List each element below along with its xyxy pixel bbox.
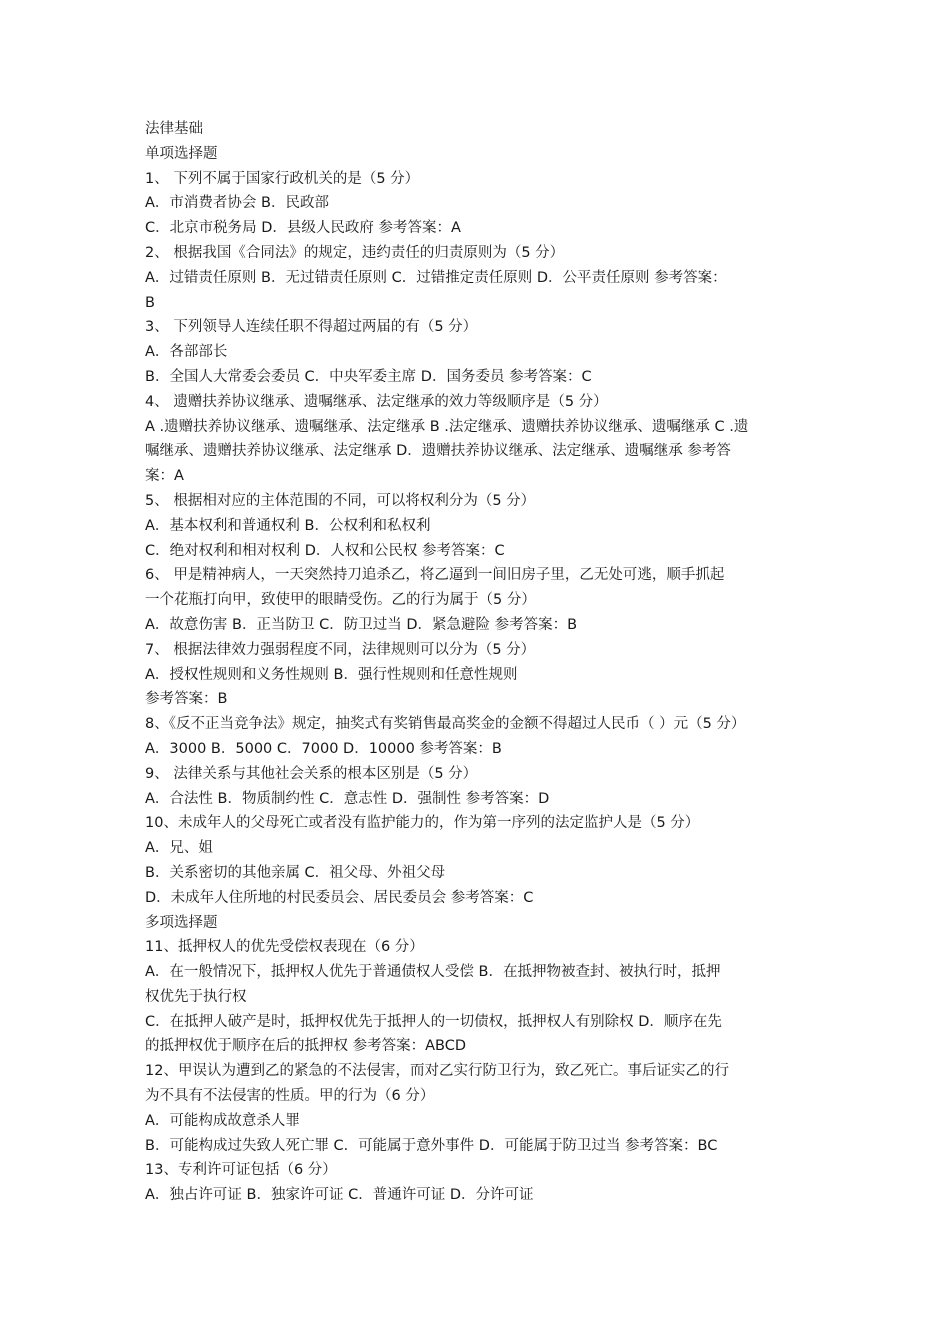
text-line: 5、 根据相对应的主体范围的不同，可以将权利分为（5 分） xyxy=(145,492,536,509)
text-line: B xyxy=(145,294,155,311)
text-line: A．授权性规则和义务性规则 B．强行性规则和任意性规则 xyxy=(145,666,518,683)
text-line: 4、 遗赠扶养协议继承、遗嘱继承、法定继承的效力等级顺序是（5 分） xyxy=(145,393,608,410)
text-line: A．各部部长 xyxy=(145,344,228,361)
text-line: 的抵押权优于顺序在后的抵押权 参考答案：ABCD xyxy=(145,1038,467,1055)
text-line: 1、 下列不属于国家行政机关的是（5 分） xyxy=(145,170,420,187)
text-line: C．绝对权利和相对权利 D．人权和公民权 参考答案：C xyxy=(145,542,505,559)
text-line: 参考答案：B xyxy=(145,691,228,708)
text-line: 一个花瓶打向甲，致使甲的眼睛受伤。乙的行为属于（5 分） xyxy=(145,592,536,609)
text-line: A．3000 B．5000 C．7000 D．10000 参考答案：B xyxy=(145,740,502,757)
text-line: 13、专利许可证包括（6 分） xyxy=(145,1162,337,1179)
text-line: B．可能构成过失致人死亡罪 C．可能属于意外事件 D．可能属于防卫过当 参考答案：BC xyxy=(145,1137,718,1154)
text-line: 12、甲误认为遭到乙的紧急的不法侵害，而对乙实行防卫行为，致乙死亡。事后证实乙的行 xyxy=(145,1063,729,1080)
text-line: A .遗赠扶养协议继承、遗嘱继承、法定继承 B .法定继承、遗赠扶养协议继承、遗嘱继承 C .遗 xyxy=(145,418,749,435)
text-line: B．关系密切的其他亲属 C．祖父母、外祖父母 xyxy=(145,864,446,881)
text-line: 8、《反不正当竞争法》规定，抽奖式有奖销售最高奖金的金额不得超过人民币（ ）元（5 分） xyxy=(145,716,746,733)
text-line: A．基本权利和普通权利 B．公权利和私权利 xyxy=(145,517,431,534)
text-line: 为不具有不法侵害的性质。甲的行为（6 分） xyxy=(145,1088,435,1105)
text-line: C．北京市税务局 D．县级人民政府 参考答案：A xyxy=(145,220,461,237)
text-line: A．故意伤害 B．正当防卫 C．防卫过当 D．紧急避险 参考答案：B xyxy=(145,616,578,633)
text-line: A．市消费者协会 B．民政部 xyxy=(145,195,329,212)
text-line: A．独占许可证 B．独家许可证 C．普通许可证 D．分许可证 xyxy=(145,1187,534,1204)
text-line: 10、未成年人的父母死亡或者没有监护能力的，作为第一序列的法定监护人是（5 分） xyxy=(145,815,700,832)
text-line: 2、 根据我国《合同法》的规定，违约责任的归责原则为（5 分） xyxy=(145,244,565,261)
text-line: 11、抵押权人的优先受偿权表现在（6 分） xyxy=(145,939,424,956)
text-line: 9、 法律关系与其他社会关系的根本区别是（5 分） xyxy=(145,765,478,782)
text-line: A．过错责任原则 B．无过错责任原则 C．过错推定责任原则 D．公平责任原则 参考答案： xyxy=(145,269,727,286)
text-line: 案：A xyxy=(145,468,184,485)
text-line: A．兄、姐 xyxy=(145,840,213,857)
text-line: 单项选择题 xyxy=(145,145,218,162)
text-line: B．全国人大常委会委员 C．中央军委主席 D．国务委员 参考答案：C xyxy=(145,368,592,385)
text-line: C．在抵押人破产是时，抵押权优先于抵押人的一切债权，抵押权人有别除权 D．顺序在先 xyxy=(145,1013,722,1030)
document-title: 法律基础 xyxy=(145,121,203,137)
text-line: 7、 根据法律效力强弱程度不同，法律规则可以分为（5 分） xyxy=(145,641,536,658)
text-line: D．未成年人住所地的村民委员会、居民委员会 参考答案：C xyxy=(145,889,534,906)
text-line: A．合法性 B．物质制约性 C．意志性 D．强制性 参考答案：D xyxy=(145,790,550,807)
text-line: A．在一般情况下，抵押权人优先于普通债权人受偿 B．在抵押物被查封、被执行时，抵押 xyxy=(145,964,721,981)
text-line: 3、 下列领导人连续任职不得超过两届的有（5 分） xyxy=(145,319,478,336)
text-line: 多项选择题 xyxy=(145,914,218,931)
text-line: 嘱继承、遗赠扶养协议继承、法定继承 D．遗赠扶养协议继承、法定继承、遗嘱继承 参考答 xyxy=(145,443,731,460)
text-line: 6、 甲是精神病人，一天突然持刀追杀乙，将乙逼到一间旧房子里，乙无处可逃，顺手抓起 xyxy=(145,567,725,584)
text-line: A．可能构成故意杀人罪 xyxy=(145,1112,300,1129)
document-page xyxy=(145,117,813,1208)
text-line: 权优先于执行权 xyxy=(145,988,247,1005)
